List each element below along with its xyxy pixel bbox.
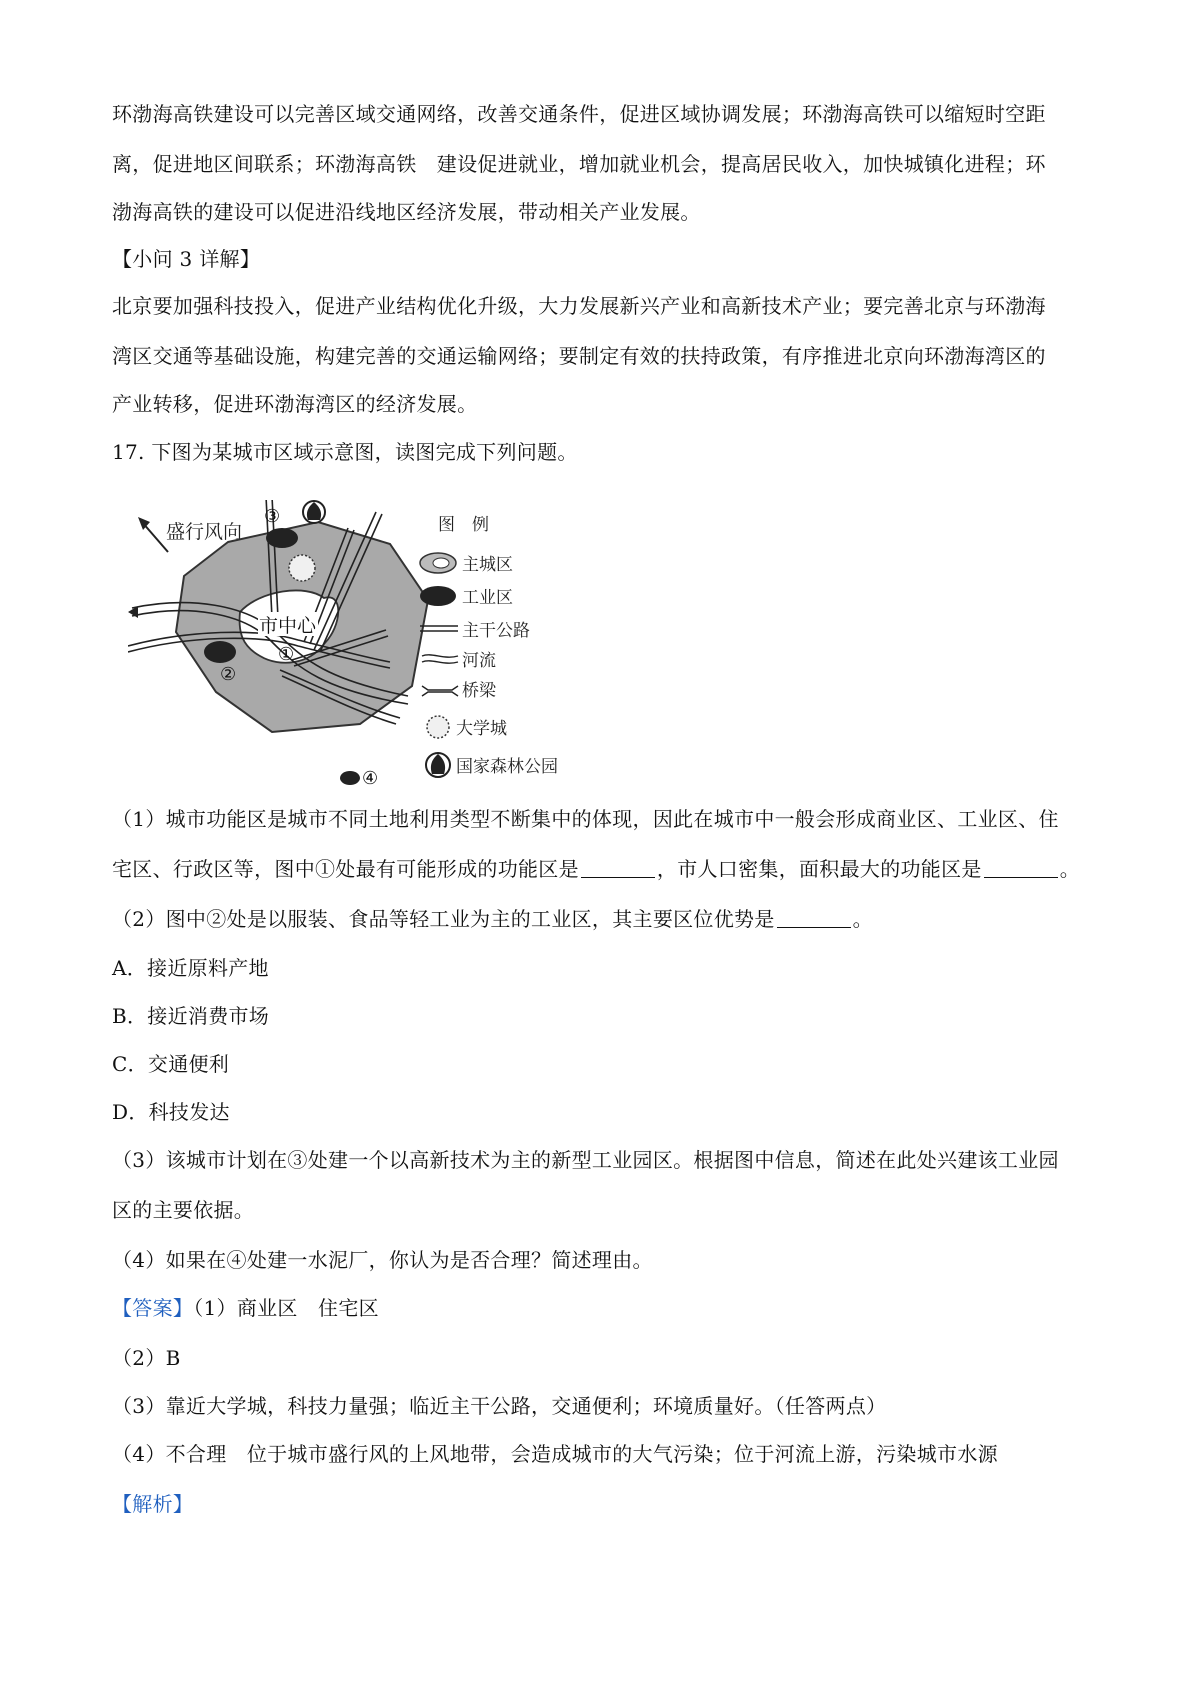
q1-line2-part-a: 宅区、行政区等，图中①处最有可能形成的功能区是	[112, 857, 579, 881]
legend-river-label: 河流	[462, 651, 496, 671]
industrial-area-4	[340, 771, 360, 785]
q2-blank[interactable]	[777, 907, 851, 928]
city-schematic-map	[128, 500, 648, 800]
marker-3: ③	[264, 506, 281, 527]
marker-2: ②	[220, 664, 237, 685]
sub-question-3-heading: 【小问 3 详解】	[112, 247, 261, 271]
legend-river-icon	[422, 655, 458, 663]
legend-forest-park-icon	[426, 753, 450, 777]
answer-1: （1）商业区 住宅区	[193, 1296, 379, 1320]
q1-line2	[112, 853, 1080, 882]
para2-line2: 湾区交通等基础设施，构建完善的交通运输网络；要制定有效的扶持政策，有序推进北京向环渤海湾区的	[112, 344, 1046, 368]
para1-line2: 离，促进地区间联系；环渤海高铁 建设促进就业，增加就业机会，提高居民收入，加快城镇化进程；环	[112, 152, 1046, 176]
q2-stem-part-a: （2）图中②处是以服装、食品等轻工业为主的工业区，其主要区位优势是	[112, 907, 775, 931]
legend-university-label: 大学城	[456, 719, 507, 739]
q2-option-c[interactable]: C．交通便利	[112, 1052, 230, 1076]
university-town-icon	[289, 555, 315, 581]
q1-blank-2[interactable]	[984, 857, 1058, 878]
industrial-area-2	[204, 641, 236, 663]
q1-line2-part-c: 。	[1059, 857, 1081, 881]
q1-line2-part-b: ，市人口密集，面积最大的功能区是	[656, 857, 982, 881]
legend-highway-label: 主干公路	[462, 621, 530, 641]
legend-main-city-label: 主城区	[462, 555, 513, 575]
para2-line3: 产业转移，促进环渤海湾区的经济发展。	[112, 392, 478, 416]
wind-label: 盛行风向	[166, 521, 243, 543]
q2-option-a[interactable]: A．接近原料产地	[112, 956, 269, 980]
q2-option-d[interactable]: D．科技发达	[112, 1100, 230, 1124]
marker-1: ①	[278, 644, 295, 665]
answer-4: （4）不合理 位于城市盛行风的上风地带，会造成城市的大气污染；位于河流上游，污染城市水源	[112, 1442, 998, 1466]
q4-text: （4）如果在④处建一水泥厂，你认为是否合理？简述理由。	[112, 1248, 653, 1272]
q2-stem-part-b: 。	[852, 907, 873, 931]
legend-industrial-icon	[420, 586, 456, 606]
q2-stem	[112, 903, 873, 932]
city-center-label: 市中心	[259, 615, 317, 637]
legend-forest-park-label: 国家森林公园	[456, 757, 558, 777]
answer-line1	[112, 1292, 379, 1321]
answer-3: （3）靠近大学城，科技力量强；临近主干公路，交通便利；环境质量好。（任答两点）	[112, 1394, 887, 1418]
map-legend	[420, 515, 558, 777]
wind-direction-arrow	[138, 517, 168, 552]
para2-line1: 北京要加强科技投入，促进产业结构优化升级，大力发展新兴产业和高新技术产业；要完善北京与环渤海	[112, 294, 1046, 318]
legend-main-city-icon	[420, 553, 456, 573]
q2-option-b[interactable]: B．接近消费市场	[112, 1004, 270, 1028]
legend-industrial-label: 工业区	[462, 588, 513, 608]
answer-2: （2）B	[112, 1346, 181, 1370]
q3-line1: （3）该城市计划在③处建一个以高新技术为主的新型工业园区。根据图中信息，简述在此处兴建该工业园	[112, 1148, 1059, 1172]
industrial-area-3	[266, 528, 298, 548]
legend-highway-icon	[420, 626, 458, 631]
q3-line2: 区的主要依据。	[112, 1198, 255, 1222]
marker-4: ④	[362, 768, 379, 789]
legend-bridge-icon	[422, 686, 458, 696]
legend-university-icon	[427, 716, 449, 738]
q1-blank-1[interactable]	[581, 857, 655, 878]
analysis-label: 【解析】	[112, 1492, 194, 1516]
answer-label: 【答案】	[112, 1296, 194, 1320]
legend-title: 图 例	[438, 515, 489, 535]
para1-line3: 渤海高铁的建设可以促进沿线地区经济发展，带动相关产业发展。	[112, 200, 701, 224]
para1-line1: 环渤海高铁建设可以完善区域交通网络，改善交通条件，促进区域协调发展；环渤海高铁可以缩短时空距	[112, 102, 1046, 126]
q1-line1: （1）城市功能区是城市不同土地利用类型不断集中的体现，因此在城市中一般会形成商业区、工业区、住	[112, 807, 1059, 831]
national-forest-park-icon	[303, 501, 325, 523]
legend-bridge-label: 桥梁	[462, 681, 496, 701]
question-17-title: 17. 下图为某城市区域示意图，读图完成下列问题。	[112, 440, 578, 464]
